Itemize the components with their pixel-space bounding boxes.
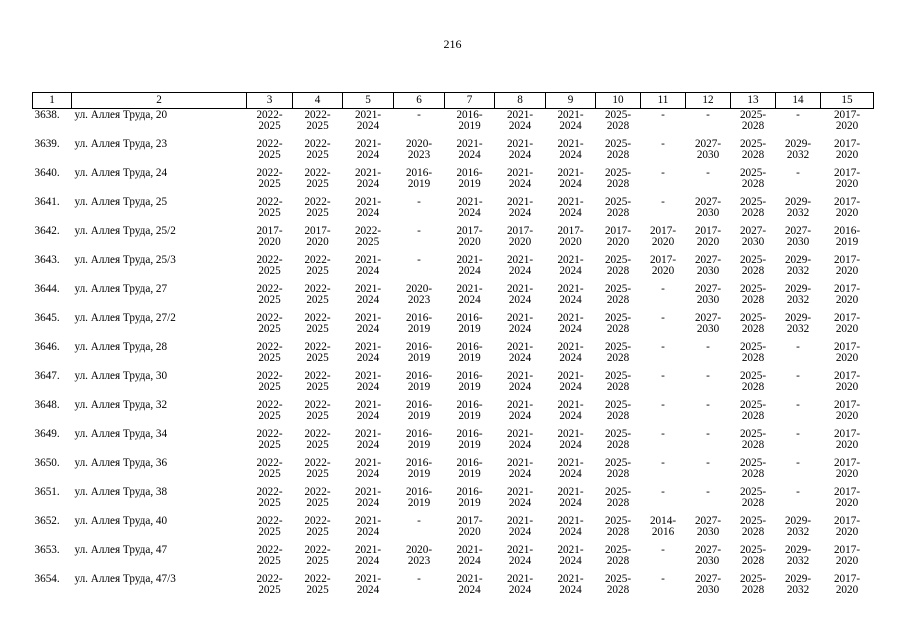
period-cell-4: 2022- 2025 [304,196,331,219]
period-cell-11: - [661,370,665,382]
period-cell-13: 2025- 2028 [739,515,767,538]
period-cell-11: - [661,573,665,585]
period-cell-10: 2025- 2028 [604,283,632,306]
period-cell-15: 2017- 2020 [833,573,861,596]
period-cell-15: 2017- 2020 [833,254,861,277]
period-cell-9: 2021- 2024 [557,312,584,335]
period-cell-7: 2016- 2019 [456,341,483,364]
period-cell-12: 2027- 2030 [694,515,722,538]
period-cell-6: 2016- 2019 [405,428,433,451]
period-cell-11: 2017- 2020 [649,225,677,248]
period-cell-4: 2022- 2025 [304,138,331,161]
table-row [33,312,874,341]
period-cell-11: - [661,457,665,469]
period-cell-8: 2021- 2024 [506,544,534,567]
period-cell-10: 2025- 2028 [604,573,632,596]
table-row [33,544,874,573]
period-cell-11: - [661,544,665,556]
period-cell-15: 2017- 2020 [833,457,861,480]
period-cell-7: 2017- 2020 [456,515,483,538]
period-cell-15: 2017- 2020 [833,428,861,451]
period-cell-5: 2021- 2024 [354,428,382,451]
period-cell-8: 2021- 2024 [506,573,534,596]
schedule-table [32,92,874,602]
period-cell-5: 2021- 2024 [354,544,382,567]
address-cell: ул. Аллея Труда, 36 [74,457,168,469]
period-cell-7: 2017- 2020 [456,225,483,248]
period-cell-4: 2022- 2025 [304,457,331,480]
column-header-10: 10 [596,93,641,109]
period-cell-5: 2021- 2024 [354,457,382,480]
period-cell-3: 2022- 2025 [256,515,283,538]
row-number: 3652. [34,515,60,527]
period-cell-7: 2016- 2019 [456,312,483,335]
period-cell-7: 2021- 2024 [456,283,483,306]
period-cell-13: 2025- 2028 [739,109,767,132]
period-cell-8: 2021- 2024 [506,515,534,538]
table-row [33,254,874,283]
page-number: 216 [443,37,462,51]
period-cell-4: 2022- 2025 [304,109,331,132]
column-header-1: 1 [33,93,72,109]
period-cell-9: 2021- 2024 [557,196,584,219]
period-cell-14: - [796,109,800,121]
period-cell-4: 2022- 2025 [304,428,331,451]
period-cell-14: - [796,486,800,498]
period-cell-7: 2021- 2024 [456,573,483,596]
period-cell-4: 2022- 2025 [304,515,331,538]
header-row [33,93,874,109]
period-cell-7: 2016- 2019 [456,486,483,509]
period-cell-11: - [661,428,665,440]
period-cell-11: - [661,283,665,295]
period-cell-9: 2021- 2024 [557,254,584,277]
period-cell-3: 2022- 2025 [256,573,283,596]
period-cell-5: 2021- 2024 [354,254,382,277]
period-cell-8: 2021- 2024 [506,283,534,306]
period-cell-15: 2017- 2020 [833,399,861,422]
address-cell: ул. Аллея Труда, 28 [74,341,168,353]
column-header-14: 14 [776,93,821,109]
period-cell-13: 2025- 2028 [739,428,767,451]
period-cell-5: 2021- 2024 [354,399,382,422]
table-row [33,109,874,139]
address-cell: ул. Аллея Труда, 47 [74,544,168,556]
address-cell: ул. Аллея Труда, 23 [74,138,168,150]
row-number: 3651. [34,486,60,498]
row-number: 3653. [34,544,60,556]
period-cell-7: 2016- 2019 [456,109,483,132]
period-cell-5: 2021- 2024 [354,167,382,190]
period-cell-3: 2022- 2025 [256,428,283,451]
period-cell-6: 2020- 2023 [405,138,433,161]
period-cell-7: 2021- 2024 [456,254,483,277]
period-cell-3: 2022- 2025 [256,196,283,219]
period-cell-13: 2025- 2028 [739,544,767,567]
period-cell-7: 2021- 2024 [456,138,483,161]
period-cell-6: 2016- 2019 [405,341,433,364]
period-cell-12: - [706,457,710,469]
period-cell-6: 2020- 2023 [405,283,433,306]
period-cell-5: 2021- 2024 [354,109,382,132]
column-header-9: 9 [546,93,596,109]
row-number: 3654. [34,573,60,585]
period-cell-3: 2022- 2025 [256,399,283,422]
period-cell-7: 2016- 2019 [456,428,483,451]
period-cell-3: 2017- 2020 [256,225,283,248]
period-cell-13: 2027- 2030 [739,225,767,248]
period-cell-10: 2025- 2028 [604,109,632,132]
period-cell-7: 2021- 2024 [456,196,483,219]
period-cell-4: 2022- 2025 [304,486,331,509]
period-cell-3: 2022- 2025 [256,457,283,480]
period-cell-8: 2021- 2024 [506,370,534,393]
period-cell-12: 2017- 2020 [694,225,722,248]
period-cell-8: 2021- 2024 [506,399,534,422]
period-cell-6: 2016- 2019 [405,370,433,393]
period-cell-14: - [796,341,800,353]
period-cell-7: 2016- 2019 [456,370,483,393]
period-cell-15: 2017- 2020 [833,196,861,219]
period-cell-4: 2022- 2025 [304,254,331,277]
period-cell-10: 2025- 2028 [604,428,632,451]
period-cell-10: 2025- 2028 [604,544,632,567]
period-cell-15: 2017- 2020 [833,109,861,132]
period-cell-3: 2022- 2025 [256,109,283,132]
address-cell: ул. Аллея Труда, 20 [74,109,168,121]
column-header-12: 12 [686,93,731,109]
period-cell-7: 2016- 2019 [456,457,483,480]
period-cell-9: 2021- 2024 [557,109,584,132]
period-cell-15: 2017- 2020 [833,283,861,306]
address-cell: ул. Аллея Труда, 47/3 [74,573,176,585]
column-header-5: 5 [343,93,394,109]
period-cell-10: 2025- 2028 [604,341,632,364]
row-number: 3638. [34,109,60,121]
period-cell-15: 2017- 2020 [833,544,861,567]
period-cell-4: 2022- 2025 [304,399,331,422]
period-cell-3: 2022- 2025 [256,486,283,509]
period-cell-9: 2021- 2024 [557,544,584,567]
period-cell-9: 2021- 2024 [557,573,584,596]
period-cell-13: 2025- 2028 [739,254,767,277]
period-cell-6: - [417,109,421,121]
period-cell-8: 2021- 2024 [506,254,534,277]
period-cell-12: 2027- 2030 [694,138,722,161]
period-cell-12: - [706,341,710,353]
period-cell-15: 2017- 2020 [833,515,861,538]
period-cell-11: - [661,138,665,150]
period-cell-4: 2022- 2025 [304,573,331,596]
period-cell-3: 2022- 2025 [256,167,283,190]
address-cell: ул. Аллея Труда, 38 [74,486,168,498]
period-cell-15: 2016- 2019 [833,225,861,248]
period-cell-12: 2027- 2030 [694,544,722,567]
period-cell-3: 2022- 2025 [256,283,283,306]
period-cell-4: 2022- 2025 [304,283,331,306]
period-cell-9: 2021- 2024 [557,283,584,306]
period-cell-6: 2020- 2023 [405,544,433,567]
period-cell-6: - [417,225,421,237]
period-cell-14: 2029- 2032 [784,283,812,306]
period-cell-11: - [661,167,665,179]
period-cell-9: 2021- 2024 [557,428,584,451]
period-cell-5: 2021- 2024 [354,138,382,161]
period-cell-4: 2022- 2025 [304,167,331,190]
row-number: 3642. [34,225,60,237]
period-cell-13: 2025- 2028 [739,341,767,364]
period-cell-9: 2021- 2024 [557,370,584,393]
period-cell-3: 2022- 2025 [256,312,283,335]
row-number: 3644. [34,283,60,295]
period-cell-9: 2021- 2024 [557,167,584,190]
period-cell-7: 2016- 2019 [456,399,483,422]
period-cell-9: 2017- 2020 [557,225,584,248]
address-cell: ул. Аллея Труда, 27/2 [74,312,176,324]
period-cell-13: 2025- 2028 [739,167,767,190]
period-cell-14: 2027- 2030 [784,225,812,248]
period-cell-8: 2021- 2024 [506,341,534,364]
row-number: 3643. [34,254,60,266]
table-row [33,399,874,428]
period-cell-3: 2022- 2025 [256,341,283,364]
period-cell-6: 2016- 2019 [405,399,433,422]
period-cell-4: 2017- 2020 [304,225,331,248]
period-cell-10: 2025- 2028 [604,515,632,538]
period-cell-12: - [706,370,710,382]
address-cell: ул. Аллея Труда, 30 [74,370,168,382]
period-cell-6: 2016- 2019 [405,312,433,335]
period-cell-6: 2016- 2019 [405,486,433,509]
column-header-11: 11 [641,93,686,109]
row-number: 3639. [34,138,60,150]
period-cell-11: - [661,341,665,353]
period-cell-5: 2021- 2024 [354,196,382,219]
column-header-2: 2 [72,93,247,109]
period-cell-11: - [661,312,665,324]
period-cell-3: 2022- 2025 [256,370,283,393]
period-cell-5: 2022- 2025 [354,225,382,248]
column-header-15: 15 [821,93,874,109]
period-cell-12: 2027- 2030 [694,254,722,277]
column-header-13: 13 [731,93,776,109]
period-cell-7: 2016- 2019 [456,167,483,190]
period-cell-11: 2017- 2020 [649,254,677,277]
period-cell-5: 2021- 2024 [354,312,382,335]
period-cell-9: 2021- 2024 [557,486,584,509]
period-cell-5: 2021- 2024 [354,370,382,393]
column-header-3: 3 [247,93,293,109]
row-number: 3648. [34,399,60,411]
period-cell-12: 2027- 2030 [694,283,722,306]
period-cell-4: 2022- 2025 [304,312,331,335]
period-cell-3: 2022- 2025 [256,254,283,277]
period-cell-6: 2016- 2019 [405,457,433,480]
row-number: 3645. [34,312,60,324]
period-cell-13: 2025- 2028 [739,370,767,393]
period-cell-13: 2025- 2028 [739,399,767,422]
period-cell-10: 2025- 2028 [604,196,632,219]
period-cell-10: 2025- 2028 [604,312,632,335]
period-cell-5: 2021- 2024 [354,486,382,509]
period-cell-5: 2021- 2024 [354,515,382,538]
address-cell: ул. Аллея Труда, 40 [74,515,168,527]
table-header [33,93,874,109]
table-row [33,428,874,457]
period-cell-13: 2025- 2028 [739,138,767,161]
period-cell-13: 2025- 2028 [739,457,767,480]
column-header-8: 8 [495,93,546,109]
period-cell-15: 2017- 2020 [833,370,861,393]
row-number: 3647. [34,370,60,382]
period-cell-4: 2022- 2025 [304,341,331,364]
period-cell-10: 2025- 2028 [604,486,632,509]
period-cell-14: 2029- 2032 [784,573,812,596]
period-cell-12: 2027- 2030 [694,573,722,596]
period-cell-14: - [796,457,800,469]
period-cell-6: - [417,573,421,585]
period-cell-12: 2027- 2030 [694,196,722,219]
period-cell-14: - [796,370,800,382]
period-cell-11: - [661,486,665,498]
period-cell-14: 2029- 2032 [784,196,812,219]
period-cell-13: 2025- 2028 [739,486,767,509]
period-cell-13: 2025- 2028 [739,196,767,219]
table-body [33,109,874,603]
period-cell-4: 2022- 2025 [304,544,331,567]
table-row [33,341,874,370]
address-cell: ул. Аллея Труда, 25/2 [74,225,176,237]
period-cell-5: 2021- 2024 [354,341,382,364]
period-cell-8: 2021- 2024 [506,138,534,161]
period-cell-8: 2021- 2024 [506,167,534,190]
table-row [33,515,874,544]
row-number: 3641. [34,196,60,208]
period-cell-15: 2017- 2020 [833,312,861,335]
period-cell-8: 2021- 2024 [506,312,534,335]
period-cell-11: - [661,109,665,121]
row-number: 3640. [34,167,60,179]
period-cell-10: 2025- 2028 [604,138,632,161]
address-cell: ул. Аллея Труда, 34 [74,428,168,440]
table-row [33,370,874,399]
period-cell-10: 2025- 2028 [604,370,632,393]
period-cell-13: 2025- 2028 [739,283,767,306]
period-cell-9: 2021- 2024 [557,457,584,480]
period-cell-12: - [706,486,710,498]
period-cell-10: 2025- 2028 [604,167,632,190]
table-row [33,167,874,196]
period-cell-9: 2021- 2024 [557,515,584,538]
table-row [33,457,874,486]
period-cell-7: 2021- 2024 [456,544,483,567]
row-number: 3650. [34,457,60,469]
period-cell-8: 2021- 2024 [506,457,534,480]
period-cell-9: 2021- 2024 [557,138,584,161]
period-cell-11: - [661,399,665,411]
column-header-7: 7 [445,93,495,109]
period-cell-10: 2025- 2028 [604,254,632,277]
period-cell-4: 2022- 2025 [304,370,331,393]
period-cell-6: - [417,254,421,266]
period-cell-14: 2029- 2032 [784,312,812,335]
period-cell-14: - [796,167,800,179]
period-cell-14: 2029- 2032 [784,138,812,161]
period-cell-15: 2017- 2020 [833,167,861,190]
period-cell-8: 2021- 2024 [506,486,534,509]
table-row [33,573,874,602]
address-cell: ул. Аллея Труда, 24 [74,167,168,179]
period-cell-10: 2025- 2028 [604,457,632,480]
period-cell-11: 2014- 2016 [649,515,677,538]
period-cell-12: - [706,428,710,440]
period-cell-6: - [417,515,421,527]
period-cell-3: 2022- 2025 [256,138,283,161]
period-cell-15: 2017- 2020 [833,341,861,364]
period-cell-12: - [706,109,710,121]
row-number: 3646. [34,341,60,353]
column-header-4: 4 [293,93,343,109]
period-cell-9: 2021- 2024 [557,399,584,422]
period-cell-8: 2017- 2020 [506,225,534,248]
address-cell: ул. Аллея Труда, 27 [74,283,168,295]
period-cell-8: 2021- 2024 [506,428,534,451]
address-cell: ул. Аллея Труда, 25 [74,196,168,208]
period-cell-14: 2029- 2032 [784,544,812,567]
period-cell-14: - [796,428,800,440]
period-cell-6: - [417,196,421,208]
period-cell-3: 2022- 2025 [256,544,283,567]
address-cell: ул. Аллея Труда, 25/3 [74,254,176,266]
period-cell-12: - [706,167,710,179]
table-row [33,225,874,254]
table-row [33,486,874,515]
period-cell-6: 2016- 2019 [405,167,433,190]
column-header-6: 6 [394,93,445,109]
row-number: 3649. [34,428,60,440]
table-row [33,283,874,312]
period-cell-11: - [661,196,665,208]
period-cell-15: 2017- 2020 [833,138,861,161]
period-cell-12: - [706,399,710,411]
period-cell-13: 2025- 2028 [739,573,767,596]
period-cell-8: 2021- 2024 [506,196,534,219]
period-cell-5: 2021- 2024 [354,573,382,596]
period-cell-14: 2029- 2032 [784,515,812,538]
period-cell-13: 2025- 2028 [739,312,767,335]
period-cell-5: 2021- 2024 [354,283,382,306]
period-cell-15: 2017- 2020 [833,486,861,509]
period-cell-14: - [796,399,800,411]
period-cell-12: 2027- 2030 [694,312,722,335]
period-cell-10: 2025- 2028 [604,399,632,422]
period-cell-9: 2021- 2024 [557,341,584,364]
period-cell-8: 2021- 2024 [506,109,534,132]
table-row [33,138,874,167]
period-cell-14: 2029- 2032 [784,254,812,277]
period-cell-10: 2017- 2020 [604,225,632,248]
table-row [33,196,874,225]
address-cell: ул. Аллея Труда, 32 [74,399,168,411]
